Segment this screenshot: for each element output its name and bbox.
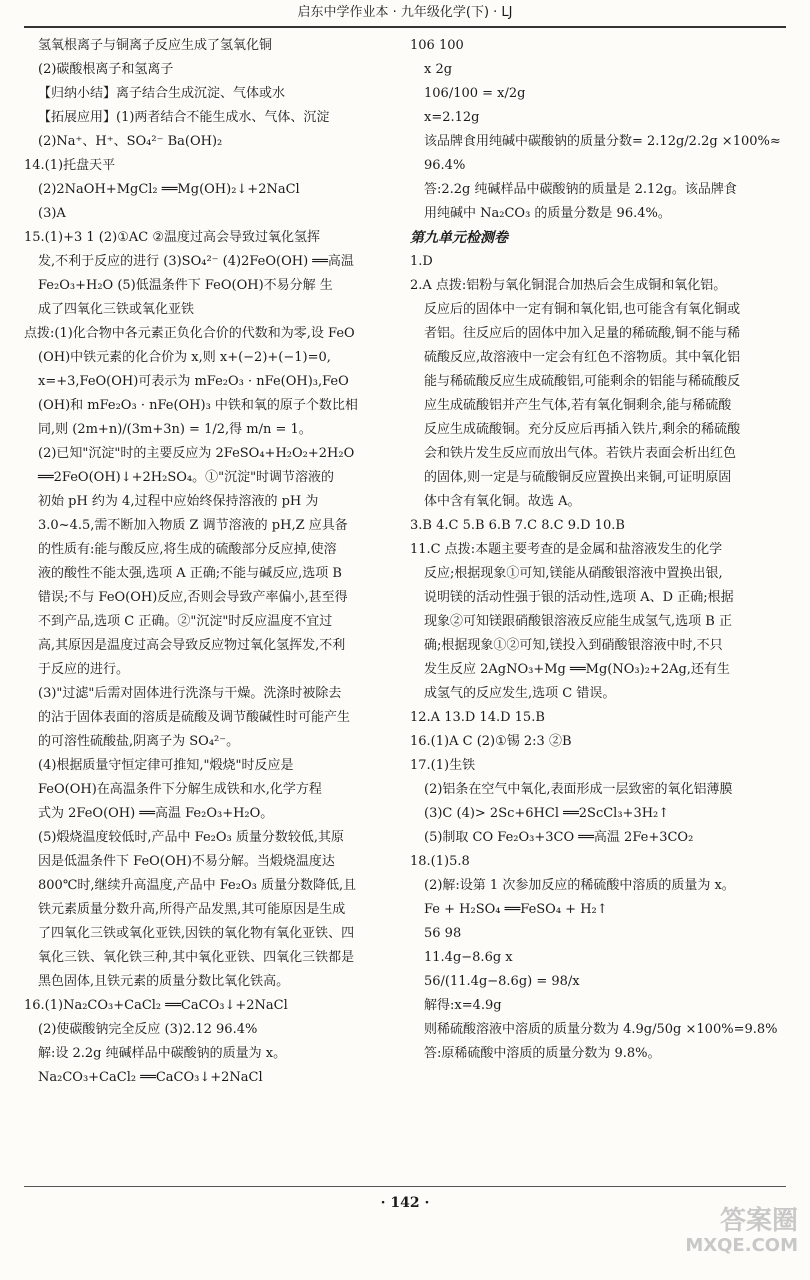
left-text-line: Fe₂O₃+H₂O (5)低温条件下 FeO(OH)不易分解 生 [38, 278, 333, 293]
left-text-line: (3)"过滤"后需对固体进行洗涤与干燥。洗涤时被除去 [38, 686, 342, 701]
left-text-line: Na₂CO₃+CaCl₂ ══CaCO₃↓+2NaCl [38, 1070, 263, 1085]
right-text-line: 应生成硫酸铝并产生气体,若有氧化铜剩余,能与稀硫酸 [424, 398, 732, 413]
left-text-line: 的可溶性硫酸盐,阴离子为 SO₄²⁻。 [38, 734, 240, 749]
left-text-line: (2)使碳酸钠完全反应 (3)2.12 96.4% [38, 1022, 258, 1037]
left-text-line: 铁元素质量分数升高,所得产品发黑,其可能原因是生成 [38, 902, 346, 917]
right-text-line: 会和铁片发生反应而放出气体。若铁片表面会析出红色 [424, 446, 737, 461]
watermark-line-2: MXQE.COM [685, 1235, 798, 1256]
left-text-line: 成了四氧化三铁或氧化亚铁 [38, 302, 195, 317]
right-text-line: 反应;根据现象①可知,镁能从硝酸银溶液中置换出银, [424, 566, 723, 581]
watermark-line-1: 答案圈 [719, 1206, 798, 1236]
left-text-line: 黑色固体,且铁元素的质量分数比氧化铁高。 [38, 974, 290, 989]
right-text-line: 硫酸反应,故溶液中一定会有红色不溶物质。其中氧化铝 [424, 350, 741, 365]
right-text-line: x 2g [424, 62, 453, 77]
left-text-line: 氧化三铁、氧化铁三种,其中氧化亚铁、四氧化三铁都是 [38, 950, 355, 965]
right-text-line: 16.(1)A C (2)①锡 2:3 ②B [410, 734, 572, 749]
left-text-line: 15.(1)+3 1 (2)①AC ②温度过高会导致过氧化氢挥 [24, 230, 320, 245]
right-text-line: 成氢气的反应发生,选项 C 错误。 [424, 686, 616, 701]
left-text-line: ══2FeO(OH)↓+2H₂SO₄。①"沉淀"时调节溶液的 [38, 470, 335, 485]
left-text-line: 的沾于固体表面的溶质是硫酸及调节酸碱性时可能产生 [38, 710, 351, 725]
right-text-line: 2.A 点拨:铝粉与氧化铜混合加热后会生成铜和氧化铝。 [410, 278, 727, 293]
right-text-line: 第九单元检测卷 [410, 230, 508, 246]
left-text-line: 不到产品,选项 C 正确。②"沉淀"时反应温度不宜过 [38, 614, 333, 629]
right-text-line: 11.4g−8.6g x [424, 950, 513, 965]
left-text-line: 因是低温条件下 FeO(OH)不易分解。当煅烧温度达 [38, 854, 335, 869]
left-text-line: x=+3,FeO(OH)可表示为 mFe₂O₃ · nFe(OH)₃,FeO [38, 374, 349, 389]
right-text-line: 12.A 13.D 14.D 15.B [410, 710, 545, 725]
right-text-line: 的固体,则一定是与硫酸铜反应置换出来铜,可证明原固 [424, 470, 732, 485]
left-text-line: 【拓展应用】(1)两者结合不能生成水、气体、沉淀 [38, 110, 330, 125]
left-text-line: 式为 2FeO(OH) ══高温 Fe₂O₃+H₂O。 [38, 806, 274, 821]
left-text-line: 3.0~4.5,需不断加入物质 Z 调节溶液的 pH,Z 应具备 [38, 518, 348, 533]
left-text-line: 了四氧化三铁或氧化亚铁,因铁的氧化物有氧化亚铁、四 [38, 926, 355, 941]
left-text-line: (OH)和 mFe₂O₃ · nFe(OH)₃ 中铁和氧的原子个数比相 [38, 398, 358, 413]
left-text-line: (OH)中铁元素的化合价为 x,则 x+(−2)+(−1)=0, [38, 350, 331, 365]
left-text-line: (2)碳酸根离子和氢离子 [38, 62, 174, 77]
left-text-line: (2)已知"沉淀"时的主要反应为 2FeSO₄+H₂O₂+2H₂O [38, 446, 355, 461]
right-text-line: 17.(1)生铁 [410, 758, 476, 773]
right-text-line: 现象②可知镁跟硝酸银溶液反应能生成氢气,选项 B 正 [424, 614, 732, 629]
right-text-line: 发生反应 2AgNO₃+Mg ══Mg(NO₃)₂+2Ag,还有生 [424, 662, 730, 677]
right-text-line: 56 98 [424, 926, 462, 941]
left-text-line: 同,则 (2m+n)/(3m+3n) = 1/2,得 m/n = 1。 [38, 422, 312, 437]
left-text-line: 于反应的进行。 [38, 662, 130, 677]
left-text-line: (3)A [38, 206, 66, 221]
right-text-line: 答:原稀硫酸中溶质的质量分数为 9.8%。 [424, 1046, 661, 1061]
left-text-line: (2)Na⁺、H⁺、SO₄²⁻ Ba(OH)₂ [38, 134, 223, 149]
left-text-line: 氢氧根离子与铜离子反应生成了氢氧化铜 [38, 38, 273, 53]
right-text-line: 体中含有氧化铜。故选 A。 [424, 494, 581, 509]
right-column [410, 34, 788, 1066]
right-text-line: 该品牌食用纯碱中碳酸钠的质量分数= 2.12g/2.2g ×100%≈ [424, 134, 781, 149]
left-text-line: 16.(1)Na₂CO₃+CaCl₂ ══CaCO₃↓+2NaCl [24, 998, 288, 1013]
right-text-line: 11.C 点拨:本题主要考查的是金属和盐溶液发生的化学 [410, 542, 723, 557]
right-text-line: 56/(11.4g−8.6g) = 98/x [424, 974, 580, 989]
left-text-line: 错误;不与 FeO(OH)反应,否则会导致产率偏小,甚至得 [38, 590, 348, 605]
right-text-line: 能与稀硫酸反应生成硫酸铝,可能剩余的铝能与稀硫酸反 [424, 374, 741, 389]
left-text-line: FeO(OH)在高温条件下分解生成铁和水,化学方程 [38, 782, 322, 797]
right-text-line: (5)制取 CO Fe₂O₃+3CO ══高温 2Fe+3CO₂ [424, 830, 694, 845]
page-number: · 142 · [24, 1186, 786, 1215]
left-text-line: 解:设 2.2g 纯碱样品中碳酸钠的质量为 x。 [38, 1046, 287, 1061]
left-text-line: 点拨:(1)化合物中各元素正负化合价的代数和为零,设 FeO [24, 326, 355, 341]
right-text-line: (2)铝条在空气中氧化,表面形成一层致密的氧化铝薄膜 [424, 782, 733, 797]
watermark-logo [685, 1206, 798, 1256]
right-text-line: x=2.12g [424, 110, 480, 125]
right-text-line: 106/100 = x/2g [424, 86, 526, 101]
right-text-line: 3.B 4.C 5.B 6.B 7.C 8.C 9.D 10.B [410, 518, 625, 533]
left-column [24, 34, 396, 1090]
running-header: 启东中学作业本 · 九年级化学(下) · LJ [24, 0, 786, 28]
left-text-line: (4)根据质量守恒定律可推知,"煅烧"时反应是 [38, 758, 294, 773]
right-text-line: (2)解:设第 1 次参加反应的稀硫酸中溶质的质量为 x。 [424, 878, 735, 893]
right-text-line: 则稀硫酸溶液中溶质的质量分数为 4.9g/50g ×100%=9.8% [424, 1022, 778, 1037]
right-text-line: Fe + H₂SO₄ ══FeSO₄ + H₂↑ [424, 902, 608, 917]
right-text-line: 18.(1)5.8 [410, 854, 470, 869]
right-text-line: 确;根据现象①②可知,镁投入到硝酸银溶液中时,不只 [424, 638, 723, 653]
right-text-line: 者铝。往反应后的固体中加入足量的稀硫酸,铜不能与稀 [424, 326, 741, 341]
right-text-line: 反应后的固体中一定有铜和氧化铝,也可能含有氧化铜或 [424, 302, 741, 317]
right-text-line: 1.D [410, 254, 433, 269]
left-text-line: 液的酸性不能太强,选项 A 正确;不能与碱反应,选项 B [38, 566, 342, 581]
left-text-line: 14.(1)托盘天平 [24, 158, 116, 173]
right-text-line: 96.4% [424, 158, 466, 173]
right-text-line: 解得:x=4.9g [424, 998, 502, 1013]
right-text-line: 答:2.2g 纯碱样品中碳酸钠的质量是 2.12g。该品牌食 [424, 182, 737, 197]
right-text-line: 106 100 [410, 38, 464, 53]
left-text-line: 【归纳小结】离子结合生成沉淀、气体或水 [38, 86, 286, 101]
right-text-line: 说明镁的活动性强于银的活动性,选项 A、D 正确;根据 [424, 590, 734, 605]
left-text-line: 的性质有:能与酸反应,将生成的硫酸部分反应掉,使溶 [38, 542, 337, 557]
left-text-line: 发,不利于反应的进行 (3)SO₄²⁻ (4)2FeO(OH) ══高温 [38, 254, 354, 269]
left-text-line: 初始 pH 约为 4,过程中应始终保持溶液的 pH 为 [38, 494, 319, 509]
left-text-line: 高,其原因是温度过高会导致反应物过氧化氢挥发,不利 [38, 638, 346, 653]
right-text-line: 用纯碱中 Na₂CO₃ 的质量分数是 96.4%。 [424, 206, 671, 221]
left-text-line: (2)2NaOH+MgCl₂ ══Mg(OH)₂↓+2NaCl [38, 182, 300, 197]
right-text-line: 反应生成硫酸铜。充分反应后再插入铁片,剩余的稀硫酸 [424, 422, 741, 437]
left-text-line: 800℃时,继续升高温度,产品中 Fe₂O₃ 质量分数降低,且 [38, 878, 357, 893]
left-text-line: (5)煅烧温度较低时,产品中 Fe₂O₃ 质量分数较低,其原 [38, 830, 345, 845]
right-text-line: (3)C (4)> 2Sc+6HCl ══2ScCl₃+3H₂↑ [424, 806, 670, 821]
